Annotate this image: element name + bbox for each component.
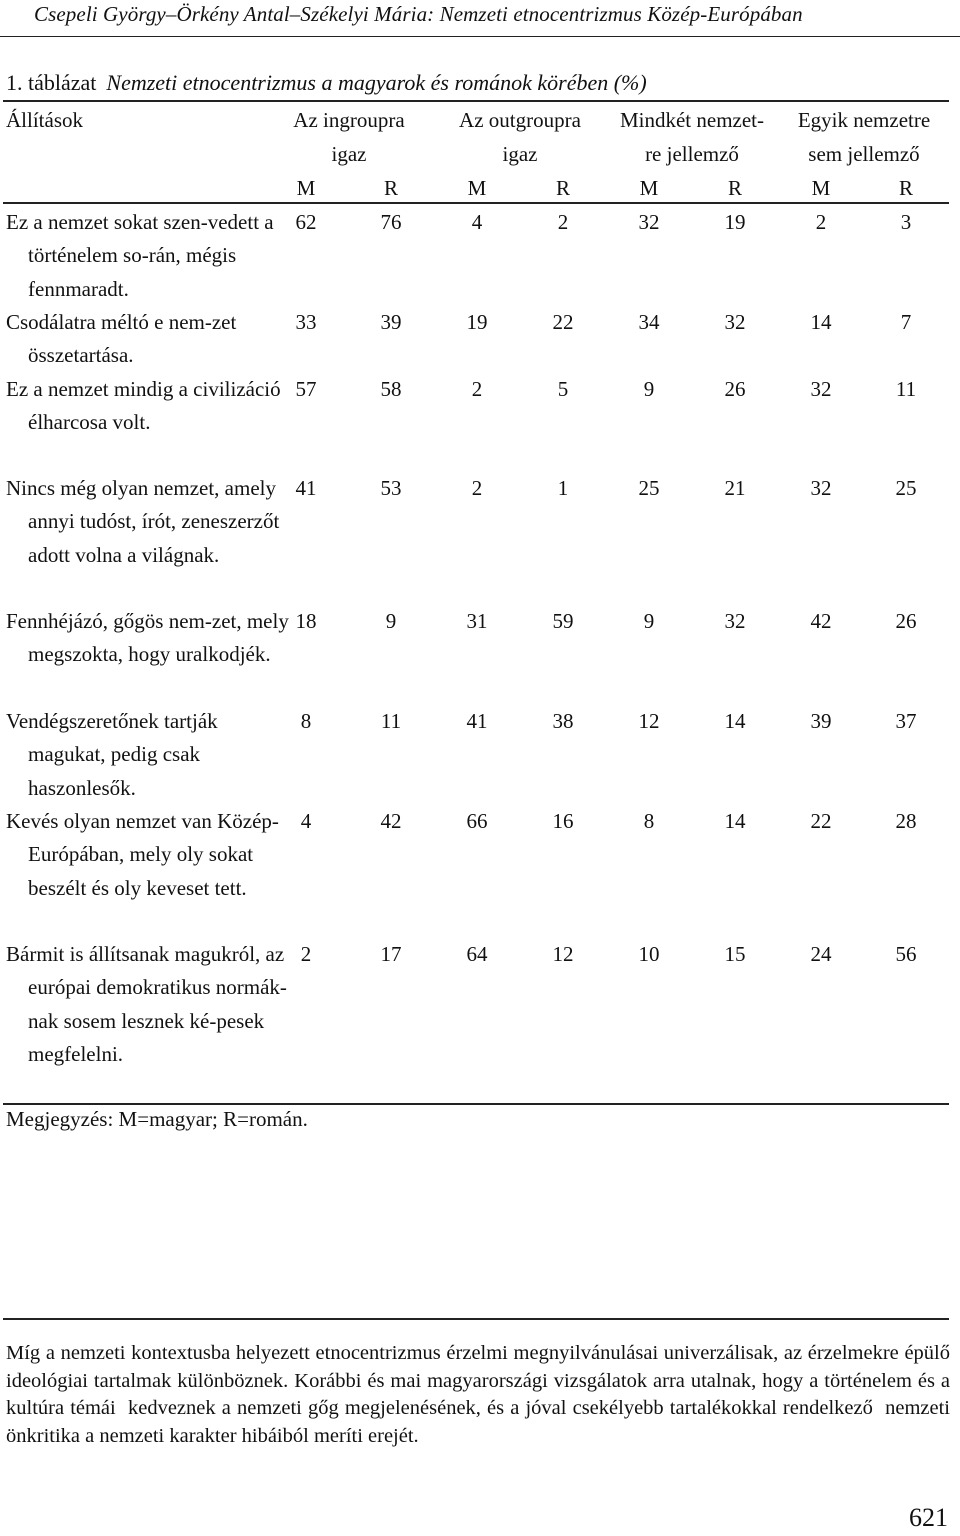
cell-value: 16	[552, 809, 574, 833]
cell-value: 2	[300, 942, 312, 966]
subheader-r: R	[383, 176, 399, 200]
cell-value: 19	[466, 310, 488, 334]
table-top-rule	[3, 100, 949, 102]
subheader-m: M	[811, 176, 831, 200]
cell-value: 11	[380, 709, 402, 733]
cell-value: 3	[900, 210, 912, 234]
cell-value: 38	[552, 709, 574, 733]
running-header	[0, 0, 960, 37]
cell-value: 12	[552, 942, 574, 966]
col-group-2-line1: Az outgroupra	[459, 108, 581, 132]
cell-value: 58	[380, 377, 402, 401]
cell-value: 32	[724, 609, 746, 633]
cell-value: 17	[380, 942, 402, 966]
cell-value: 2	[471, 476, 483, 500]
row-statement: Ez a nemzet sokat szen-vedett a történelem so-rán, mégis fennmaradt.	[6, 210, 274, 301]
col-group-4-line1: Egyik nemzetre	[797, 108, 931, 132]
cell-value: 4	[471, 210, 483, 234]
subheader-m: M	[467, 176, 487, 200]
cell-value: 14	[810, 310, 832, 334]
cell-value: 33	[295, 310, 317, 334]
cell-value: 64	[466, 942, 488, 966]
page-number: 621	[909, 1503, 948, 1532]
table-number: 1. táblázat	[6, 70, 97, 95]
cell-value: 41	[466, 709, 488, 733]
cell-value: 19	[724, 210, 746, 234]
cell-value: 10	[638, 942, 660, 966]
cell-value: 18	[295, 609, 317, 633]
row-statement: Bármit is állítsanak magukról, az európai demokratikus normák-nak sosem lesznek ké-pesek megfelelni.	[6, 942, 287, 1066]
cell-value: 22	[552, 310, 574, 334]
cell-value: 39	[380, 310, 402, 334]
cell-value: 25	[895, 476, 917, 500]
cell-value: 14	[724, 809, 746, 833]
table-title: Nemzeti etnocentrizmus a magyarok és románok körében (%)	[106, 70, 647, 95]
cell-value: 14	[724, 709, 746, 733]
table-header-rule	[3, 202, 949, 204]
body-paragraph: Míg a nemzeti kontextusba helyezett etnocentrizmus érzelmi megnyilvánulásai univerzálisak, az érzelmekre épülő ideológiai tartalmak különböznek. Korábbi és mai magyarországi vizsgálatok arra utalnak, hogy a történelem és a kultúra témái kedveznek a nemzeti gőg megjelenésének, és a jóval csekélyebb tartalékokkal rendelkező nemzeti önkritika a nemzeti karakter hibáiból meríti erejét.	[6, 1342, 956, 1447]
cell-value: 32	[724, 310, 746, 334]
subheader-r: R	[898, 176, 914, 200]
cell-value: 25	[638, 476, 660, 500]
row-statement: Vendégszeretőnek tartják magukat, pedig csak haszonlesők.	[6, 709, 218, 800]
running-header-text: Csepeli György–Örkény Antal–Székelyi Mária: Nemzeti etnocentrizmus Közép-Európában	[34, 2, 803, 26]
row-statement: Fennhéjázó, gőgös nem-zet, mely megszokta, hogy uralkodjék.	[6, 609, 289, 667]
cell-value: 62	[295, 210, 317, 234]
cell-value: 26	[724, 377, 746, 401]
col-group-4-line2: sem jellemző	[808, 142, 920, 166]
cell-value: 8	[300, 709, 312, 733]
cell-value: 4	[300, 809, 312, 833]
col-group-3-line1: Mindkét nemzet-	[619, 108, 765, 132]
cell-value: 5	[557, 377, 569, 401]
cell-value: 2	[815, 210, 827, 234]
cell-value: 9	[643, 377, 655, 401]
cell-value: 42	[380, 809, 402, 833]
cell-value: 31	[466, 609, 488, 633]
cell-value: 12	[638, 709, 660, 733]
col-group-1-line2: igaz	[331, 142, 367, 166]
col-group-2-line2: igaz	[502, 142, 538, 166]
cell-value: 11	[895, 377, 917, 401]
cell-value: 1	[557, 476, 569, 500]
cell-value: 76	[380, 210, 402, 234]
table-note: Megjegyzés: M=magyar; R=román.	[6, 1107, 308, 1131]
cell-value: 32	[638, 210, 660, 234]
cell-value: 8	[643, 809, 655, 833]
cell-value: 56	[895, 942, 917, 966]
col-group-3-line2: re jellemző	[645, 142, 739, 166]
row-statement: Nincs még olyan nemzet, amely annyi tudóst, írót, zeneszerzőt adott volna a világnak.	[6, 476, 280, 567]
cell-value: 59	[552, 609, 574, 633]
cell-value: 57	[295, 377, 317, 401]
cell-value: 37	[895, 709, 917, 733]
row-statement: Csodálatra méltó e nem-zet összetartása.	[6, 310, 237, 368]
col-group-1-line1: Az ingroupra	[293, 108, 405, 132]
cell-value: 39	[810, 709, 832, 733]
stub-header: Állítások	[6, 108, 83, 132]
cell-value: 53	[380, 476, 402, 500]
cell-value: 34	[638, 310, 660, 334]
cell-value: 21	[724, 476, 746, 500]
cell-value: 26	[895, 609, 917, 633]
cell-value: 9	[643, 609, 655, 633]
cell-value: 24	[810, 942, 832, 966]
subheader-m: M	[296, 176, 316, 200]
row-statement: Kevés olyan nemzet van Közép-Európában, mely oly sokat beszélt és oly keveset tett.	[6, 809, 279, 900]
subheader-m: M	[639, 176, 659, 200]
cell-value: 32	[810, 377, 832, 401]
cell-value: 22	[810, 809, 832, 833]
cell-value: 9	[385, 609, 397, 633]
section-divider	[3, 1318, 949, 1320]
cell-value: 42	[810, 609, 832, 633]
table-caption	[6, 70, 647, 96]
cell-value: 7	[900, 310, 912, 334]
row-statement: Ez a nemzet mindig a civilizáció élharcosa volt.	[6, 377, 281, 435]
cell-value: 32	[810, 476, 832, 500]
cell-value: 15	[724, 942, 746, 966]
subheader-r: R	[555, 176, 571, 200]
cell-value: 28	[895, 809, 917, 833]
subheader-r: R	[727, 176, 743, 200]
cell-value: 66	[466, 809, 488, 833]
cell-value: 41	[295, 476, 317, 500]
cell-value: 2	[471, 377, 483, 401]
cell-value: 2	[557, 210, 569, 234]
